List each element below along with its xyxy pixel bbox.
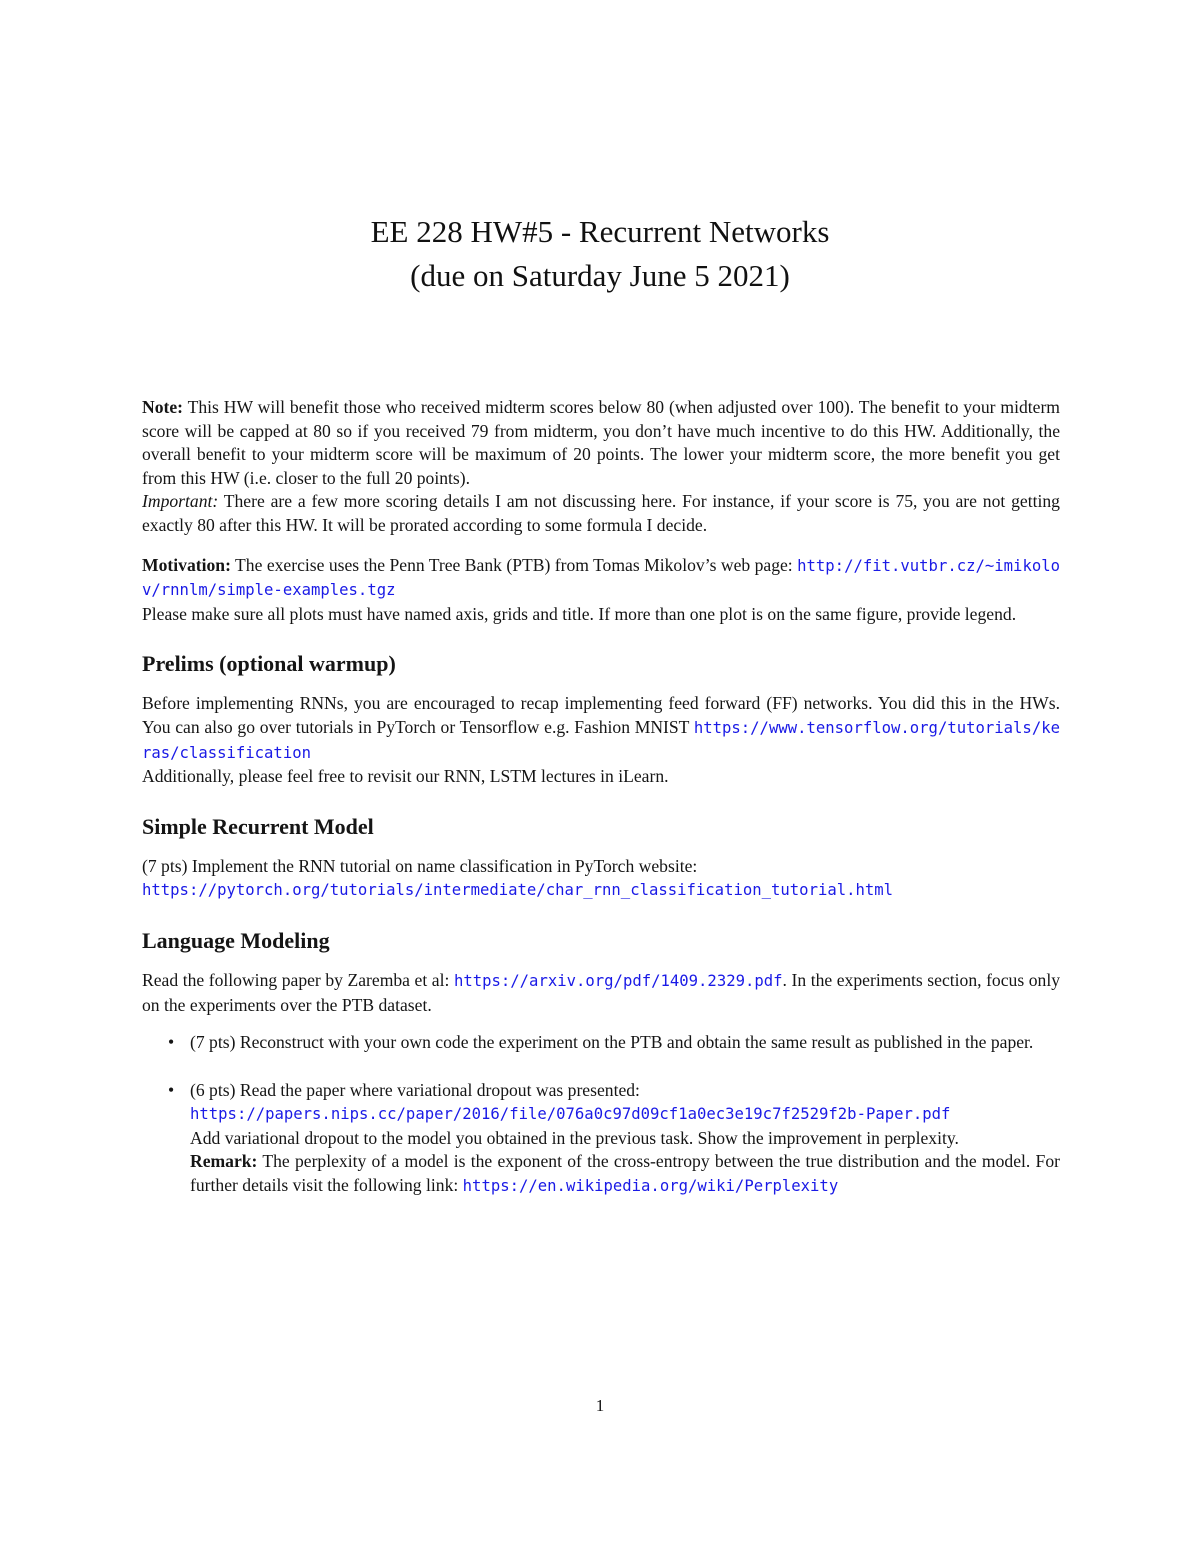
- motivation-text: The exercise uses the Penn Tree Bank (PTB) from Tomas Mikolov’s web page:: [235, 554, 793, 575]
- simple-recurrent-text: (7 pts) Implement the RNN tutorial on name classification in PyTorch website:: [142, 855, 698, 876]
- prelims-heading: Prelims (optional warmup): [142, 651, 396, 677]
- document-title: [0, 210, 1200, 298]
- language-modeling-text: Read the following paper by Zaremba et al:: [142, 969, 450, 990]
- task-1-text: (7 pts) Reconstruct with your own code the experiment on the PTB and obtain the same result as published in the paper.: [190, 1032, 1034, 1053]
- motivation-paragraph: [142, 554, 1060, 627]
- remark-label: Remark:: [190, 1151, 258, 1172]
- perplexity-wiki-link[interactable]: https://en.wikipedia.org/wiki/Perplexity: [462, 1177, 839, 1196]
- remark-text: The perplexity of a model is the exponent of the cross-entropy between the true distribution and the model. For further details visit the following link:: [190, 1151, 1060, 1196]
- document-body: [142, 396, 1060, 1223]
- title-due-date: (due on Saturday June 5 2021): [410, 258, 790, 293]
- zaremba-paper-link[interactable]: https://arxiv.org/pdf/1409.2329.pdf: [453, 971, 783, 990]
- tensorflow-tutorial-link[interactable]: https://www.tensorflow.org/tutorials/keras/classification: [142, 718, 1060, 762]
- prelims-text-2: Additionally, please feel free to revisit our RNN, LSTM lectures in iLearn.: [142, 766, 669, 787]
- note-text: This HW will benefit those who received midterm scores below 80 (when adjusted over 100). The benefit to your midterm score will be capped at 80 so if you received 79 from midterm, you don’t have much incentive to do this HW. Additionally, the overall benefit to your midterm score will be maximum of 20 points. The lower your midterm score, the more benefit you get from this HW (i.e. closer to the full 20 points).: [142, 397, 1060, 488]
- note-paragraph: [142, 396, 1060, 538]
- motivation-label: Motivation:: [142, 554, 231, 575]
- language-modeling-paragraph: [142, 969, 1060, 1017]
- variational-dropout-paper-link[interactable]: https://papers.nips.cc/paper/2016/file/076a0c97d09cf1a0ec3e19c7f2529f2b-Paper.pdf: [190, 1105, 951, 1124]
- language-modeling-heading: Language Modeling: [142, 927, 330, 953]
- task-list: [142, 1031, 1060, 1199]
- simple-recurrent-heading: Simple Recurrent Model: [142, 813, 374, 839]
- prelims-paragraph: [142, 692, 1060, 788]
- task-2-text: (6 pts) Read the paper where variational dropout was presented:: [190, 1079, 640, 1100]
- important-label: Important:: [142, 491, 219, 512]
- list-item: [142, 1031, 1060, 1055]
- note-label: Note:: [142, 397, 184, 417]
- bullet-icon: •: [168, 1079, 175, 1100]
- pytorch-tutorial-link[interactable]: https://pytorch.org/tutorials/intermediate/char_rnn_classification_tutorial.html: [142, 881, 894, 900]
- ptb-dataset-link[interactable]: http://fit.vutbr.cz/~imikolov/rnnlm/simple-examples.tgz: [142, 556, 1060, 600]
- language-modeling-text-after: . In the experiments section, focus only on the experiments over the PTB dataset.: [142, 969, 1061, 1015]
- bullet-icon: •: [168, 1032, 175, 1053]
- simple-recurrent-paragraph: [142, 855, 1060, 903]
- task-2-text-2: Add variational dropout to the model you obtained in the previous task. Show the improvement in perplexity.: [190, 1127, 959, 1148]
- plot-requirements-text: Please make sure all plots must have named axis, grids and title. If more than one plot is on the same figure, provide legend.: [142, 603, 1017, 624]
- list-item: [142, 1079, 1060, 1199]
- prelims-text: Before implementing RNNs, you are encouraged to recap implementing feed forward (FF) networks. You did this in the HWs. You can also go over tutorials in PyTorch or Tensorflow e.g. Fashion MNIST: [142, 693, 1060, 737]
- important-text: There are a few more scoring details I am not discussing here. For instance, if your score is 75, you are not getting exactly 80 after this HW. It will be prorated according to some formula I decide.: [142, 491, 1060, 535]
- title-line-1: EE 228 HW#5 - Recurrent Networks: [370, 214, 830, 249]
- page-number: 1: [595, 1396, 605, 1415]
